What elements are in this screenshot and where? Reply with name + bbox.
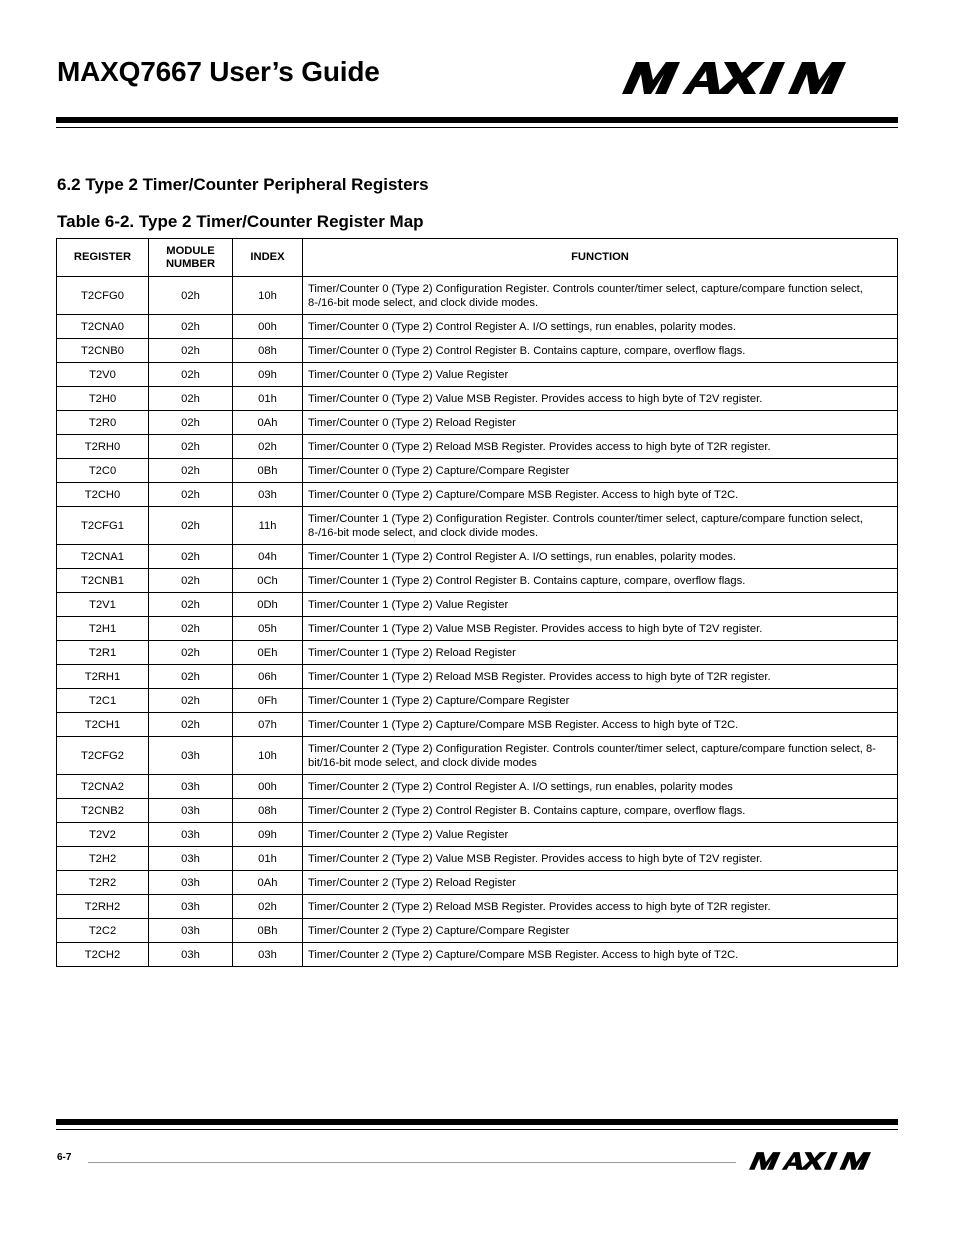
table-row bbox=[57, 569, 898, 593]
cell-index: 03h bbox=[233, 943, 303, 967]
cell-module: 02h bbox=[149, 665, 233, 689]
cell-function: Timer/Counter 1 (Type 2) Control Register A. I/O settings, run enables, polarity modes. bbox=[303, 545, 898, 569]
cell-function: Timer/Counter 1 (Type 2) Reload Register bbox=[303, 641, 898, 665]
table-row bbox=[57, 411, 898, 435]
cell-function: Timer/Counter 0 (Type 2) Configuration Register. Controls counter/timer select, capture/compare function select, 8-/16-bit mode select, and clock divide modes. bbox=[303, 277, 898, 315]
cell-function: Timer/Counter 1 (Type 2) Reload MSB Register. Provides access to high byte of T2R register. bbox=[303, 665, 898, 689]
cell-function: Timer/Counter 0 (Type 2) Reload Register bbox=[303, 411, 898, 435]
cell-index: 03h bbox=[233, 483, 303, 507]
cell-function: Timer/Counter 1 (Type 2) Value MSB Register. Provides access to high byte of T2V register. bbox=[303, 617, 898, 641]
cell-register: T2R2 bbox=[57, 871, 149, 895]
cell-function: Timer/Counter 2 (Type 2) Reload Register bbox=[303, 871, 898, 895]
cell-index: 08h bbox=[233, 799, 303, 823]
cell-register: T2V0 bbox=[57, 363, 149, 387]
table-row bbox=[57, 483, 898, 507]
cell-module: 03h bbox=[149, 737, 233, 775]
cell-index: 0Dh bbox=[233, 593, 303, 617]
cell-function: Timer/Counter 1 (Type 2) Value Register bbox=[303, 593, 898, 617]
cell-register: T2CNB2 bbox=[57, 799, 149, 823]
cell-register: T2CNB0 bbox=[57, 339, 149, 363]
cell-function: Timer/Counter 2 (Type 2) Control Register A. I/O settings, run enables, polarity modes bbox=[303, 775, 898, 799]
cell-index: 05h bbox=[233, 617, 303, 641]
table-row bbox=[57, 895, 898, 919]
cell-register: T2H2 bbox=[57, 847, 149, 871]
table-header-row bbox=[57, 239, 898, 277]
cell-module: 02h bbox=[149, 339, 233, 363]
footer-rule-thick bbox=[56, 1119, 898, 1125]
register-map-table bbox=[56, 238, 898, 967]
cell-function: Timer/Counter 1 (Type 2) Capture/Compare Register bbox=[303, 689, 898, 713]
cell-module: 02h bbox=[149, 507, 233, 545]
cell-index: 01h bbox=[233, 847, 303, 871]
cell-module: 03h bbox=[149, 943, 233, 967]
cell-function: Timer/Counter 2 (Type 2) Configuration Register. Controls counter/timer select, capture/compare function select, 8-bit/16-bit mode select, and clock divide modes bbox=[303, 737, 898, 775]
cell-index: 0Ah bbox=[233, 871, 303, 895]
table-row bbox=[57, 713, 898, 737]
header-rule-thin bbox=[56, 127, 898, 128]
cell-register: T2V2 bbox=[57, 823, 149, 847]
cell-module: 02h bbox=[149, 545, 233, 569]
footer-divider bbox=[88, 1162, 736, 1163]
table-row bbox=[57, 737, 898, 775]
cell-register: T2R0 bbox=[57, 411, 149, 435]
cell-function: Timer/Counter 1 (Type 2) Configuration Register. Controls counter/timer select, capture/compare function select, 8-/16-bit mode select, and clock divide modes. bbox=[303, 507, 898, 545]
cell-register: T2V1 bbox=[57, 593, 149, 617]
cell-function: Timer/Counter 1 (Type 2) Control Register B. Contains capture, compare, overflow flags. bbox=[303, 569, 898, 593]
cell-module: 02h bbox=[149, 387, 233, 411]
cell-index: 0Ah bbox=[233, 411, 303, 435]
cell-register: T2CH1 bbox=[57, 713, 149, 737]
cell-register: T2CNB1 bbox=[57, 569, 149, 593]
cell-function: Timer/Counter 0 (Type 2) Value MSB Register. Provides access to high byte of T2V register. bbox=[303, 387, 898, 411]
cell-module: 02h bbox=[149, 411, 233, 435]
cell-register: T2CFG0 bbox=[57, 277, 149, 315]
cell-index: 0Bh bbox=[233, 459, 303, 483]
table-row bbox=[57, 339, 898, 363]
cell-register: T2RH2 bbox=[57, 895, 149, 919]
table-row bbox=[57, 775, 898, 799]
cell-function: Timer/Counter 2 (Type 2) Value Register bbox=[303, 823, 898, 847]
table-row bbox=[57, 847, 898, 871]
cell-register: T2C2 bbox=[57, 919, 149, 943]
cell-function: Timer/Counter 0 (Type 2) Capture/Compare MSB Register. Access to high byte of T2C. bbox=[303, 483, 898, 507]
table-row bbox=[57, 689, 898, 713]
cell-index: 0Fh bbox=[233, 689, 303, 713]
cell-register: T2CH2 bbox=[57, 943, 149, 967]
cell-index: 01h bbox=[233, 387, 303, 411]
cell-register: T2CNA0 bbox=[57, 315, 149, 339]
cell-module: 02h bbox=[149, 593, 233, 617]
cell-index: 10h bbox=[233, 277, 303, 315]
cell-register: T2CH0 bbox=[57, 483, 149, 507]
table-row bbox=[57, 871, 898, 895]
cell-function: Timer/Counter 0 (Type 2) Reload MSB Register. Provides access to high byte of T2R register. bbox=[303, 435, 898, 459]
cell-register: T2H1 bbox=[57, 617, 149, 641]
cell-function: Timer/Counter 2 (Type 2) Capture/Compare MSB Register. Access to high byte of T2C. bbox=[303, 943, 898, 967]
header-register: REGISTER bbox=[57, 239, 149, 277]
table-row bbox=[57, 665, 898, 689]
cell-function: Timer/Counter 0 (Type 2) Value Register bbox=[303, 363, 898, 387]
cell-module: 03h bbox=[149, 799, 233, 823]
cell-module: 03h bbox=[149, 847, 233, 871]
cell-index: 02h bbox=[233, 895, 303, 919]
footer-rule-thin bbox=[56, 1129, 898, 1130]
table-row bbox=[57, 459, 898, 483]
maxim-logo bbox=[622, 60, 890, 100]
maxim-logo-footer bbox=[749, 1151, 895, 1173]
cell-index: 09h bbox=[233, 363, 303, 387]
cell-module: 02h bbox=[149, 459, 233, 483]
header-function: FUNCTION bbox=[303, 239, 898, 277]
cell-register: T2C0 bbox=[57, 459, 149, 483]
cell-register: T2CFG1 bbox=[57, 507, 149, 545]
cell-register: T2RH1 bbox=[57, 665, 149, 689]
table-row bbox=[57, 435, 898, 459]
cell-index: 0Ch bbox=[233, 569, 303, 593]
table-row bbox=[57, 943, 898, 967]
table-row bbox=[57, 823, 898, 847]
cell-index: 09h bbox=[233, 823, 303, 847]
cell-index: 0Bh bbox=[233, 919, 303, 943]
cell-index: 11h bbox=[233, 507, 303, 545]
cell-register: T2CNA1 bbox=[57, 545, 149, 569]
cell-index: 02h bbox=[233, 435, 303, 459]
table-row bbox=[57, 545, 898, 569]
cell-module: 02h bbox=[149, 277, 233, 315]
document-title: MAXQ7667 User’s Guide bbox=[57, 56, 380, 87]
table-row bbox=[57, 277, 898, 315]
header-module-number bbox=[149, 239, 233, 277]
cell-module: 02h bbox=[149, 363, 233, 387]
cell-function: Timer/Counter 2 (Type 2) Reload MSB Register. Provides access to high byte of T2R register. bbox=[303, 895, 898, 919]
cell-module: 03h bbox=[149, 871, 233, 895]
table-row bbox=[57, 799, 898, 823]
header-index: INDEX bbox=[233, 239, 303, 277]
cell-module: 02h bbox=[149, 483, 233, 507]
table-row bbox=[57, 315, 898, 339]
section-heading: 6.2 Type 2 Timer/Counter Peripheral Registers bbox=[57, 175, 429, 194]
cell-function: Timer/Counter 2 (Type 2) Value MSB Register. Provides access to high byte of T2V register. bbox=[303, 847, 898, 871]
cell-register: T2CNA2 bbox=[57, 775, 149, 799]
table-row bbox=[57, 617, 898, 641]
cell-index: 04h bbox=[233, 545, 303, 569]
table-row bbox=[57, 387, 898, 411]
table-row bbox=[57, 363, 898, 387]
cell-module: 03h bbox=[149, 895, 233, 919]
cell-index: 00h bbox=[233, 775, 303, 799]
cell-function: Timer/Counter 0 (Type 2) Control Register A. I/O settings, run enables, polarity modes. bbox=[303, 315, 898, 339]
cell-function: Timer/Counter 2 (Type 2) Capture/Compare Register bbox=[303, 919, 898, 943]
cell-function: Timer/Counter 2 (Type 2) Control Register B. Contains capture, compare, overflow flags. bbox=[303, 799, 898, 823]
cell-module: 02h bbox=[149, 689, 233, 713]
page-number: 6-7 bbox=[57, 1152, 72, 1163]
cell-module: 02h bbox=[149, 435, 233, 459]
cell-register: T2CFG2 bbox=[57, 737, 149, 775]
cell-function: Timer/Counter 1 (Type 2) Capture/Compare MSB Register. Access to high byte of T2C. bbox=[303, 713, 898, 737]
header-module-line2: NUMBER bbox=[165, 257, 216, 270]
cell-index: 10h bbox=[233, 737, 303, 775]
cell-register: T2R1 bbox=[57, 641, 149, 665]
cell-register: T2RH0 bbox=[57, 435, 149, 459]
cell-register: T2C1 bbox=[57, 689, 149, 713]
cell-index: 06h bbox=[233, 665, 303, 689]
cell-index: 08h bbox=[233, 339, 303, 363]
cell-module: 02h bbox=[149, 617, 233, 641]
cell-module: 02h bbox=[149, 641, 233, 665]
cell-module: 02h bbox=[149, 713, 233, 737]
cell-function: Timer/Counter 0 (Type 2) Control Register B. Contains capture, compare, overflow flags. bbox=[303, 339, 898, 363]
table-caption: Table 6-2. Type 2 Timer/Counter Register Map bbox=[57, 212, 424, 231]
cell-function: Timer/Counter 0 (Type 2) Capture/Compare Register bbox=[303, 459, 898, 483]
cell-module: 02h bbox=[149, 569, 233, 593]
cell-module: 03h bbox=[149, 919, 233, 943]
cell-module: 03h bbox=[149, 775, 233, 799]
cell-module: 03h bbox=[149, 823, 233, 847]
table-row bbox=[57, 641, 898, 665]
cell-index: 00h bbox=[233, 315, 303, 339]
header-rule-thick bbox=[56, 117, 898, 123]
table-row bbox=[57, 593, 898, 617]
cell-index: 0Eh bbox=[233, 641, 303, 665]
table-row bbox=[57, 507, 898, 545]
cell-index: 07h bbox=[233, 713, 303, 737]
header-module-line1: MODULE bbox=[166, 244, 215, 257]
cell-register: T2H0 bbox=[57, 387, 149, 411]
cell-module: 02h bbox=[149, 315, 233, 339]
table-row bbox=[57, 919, 898, 943]
